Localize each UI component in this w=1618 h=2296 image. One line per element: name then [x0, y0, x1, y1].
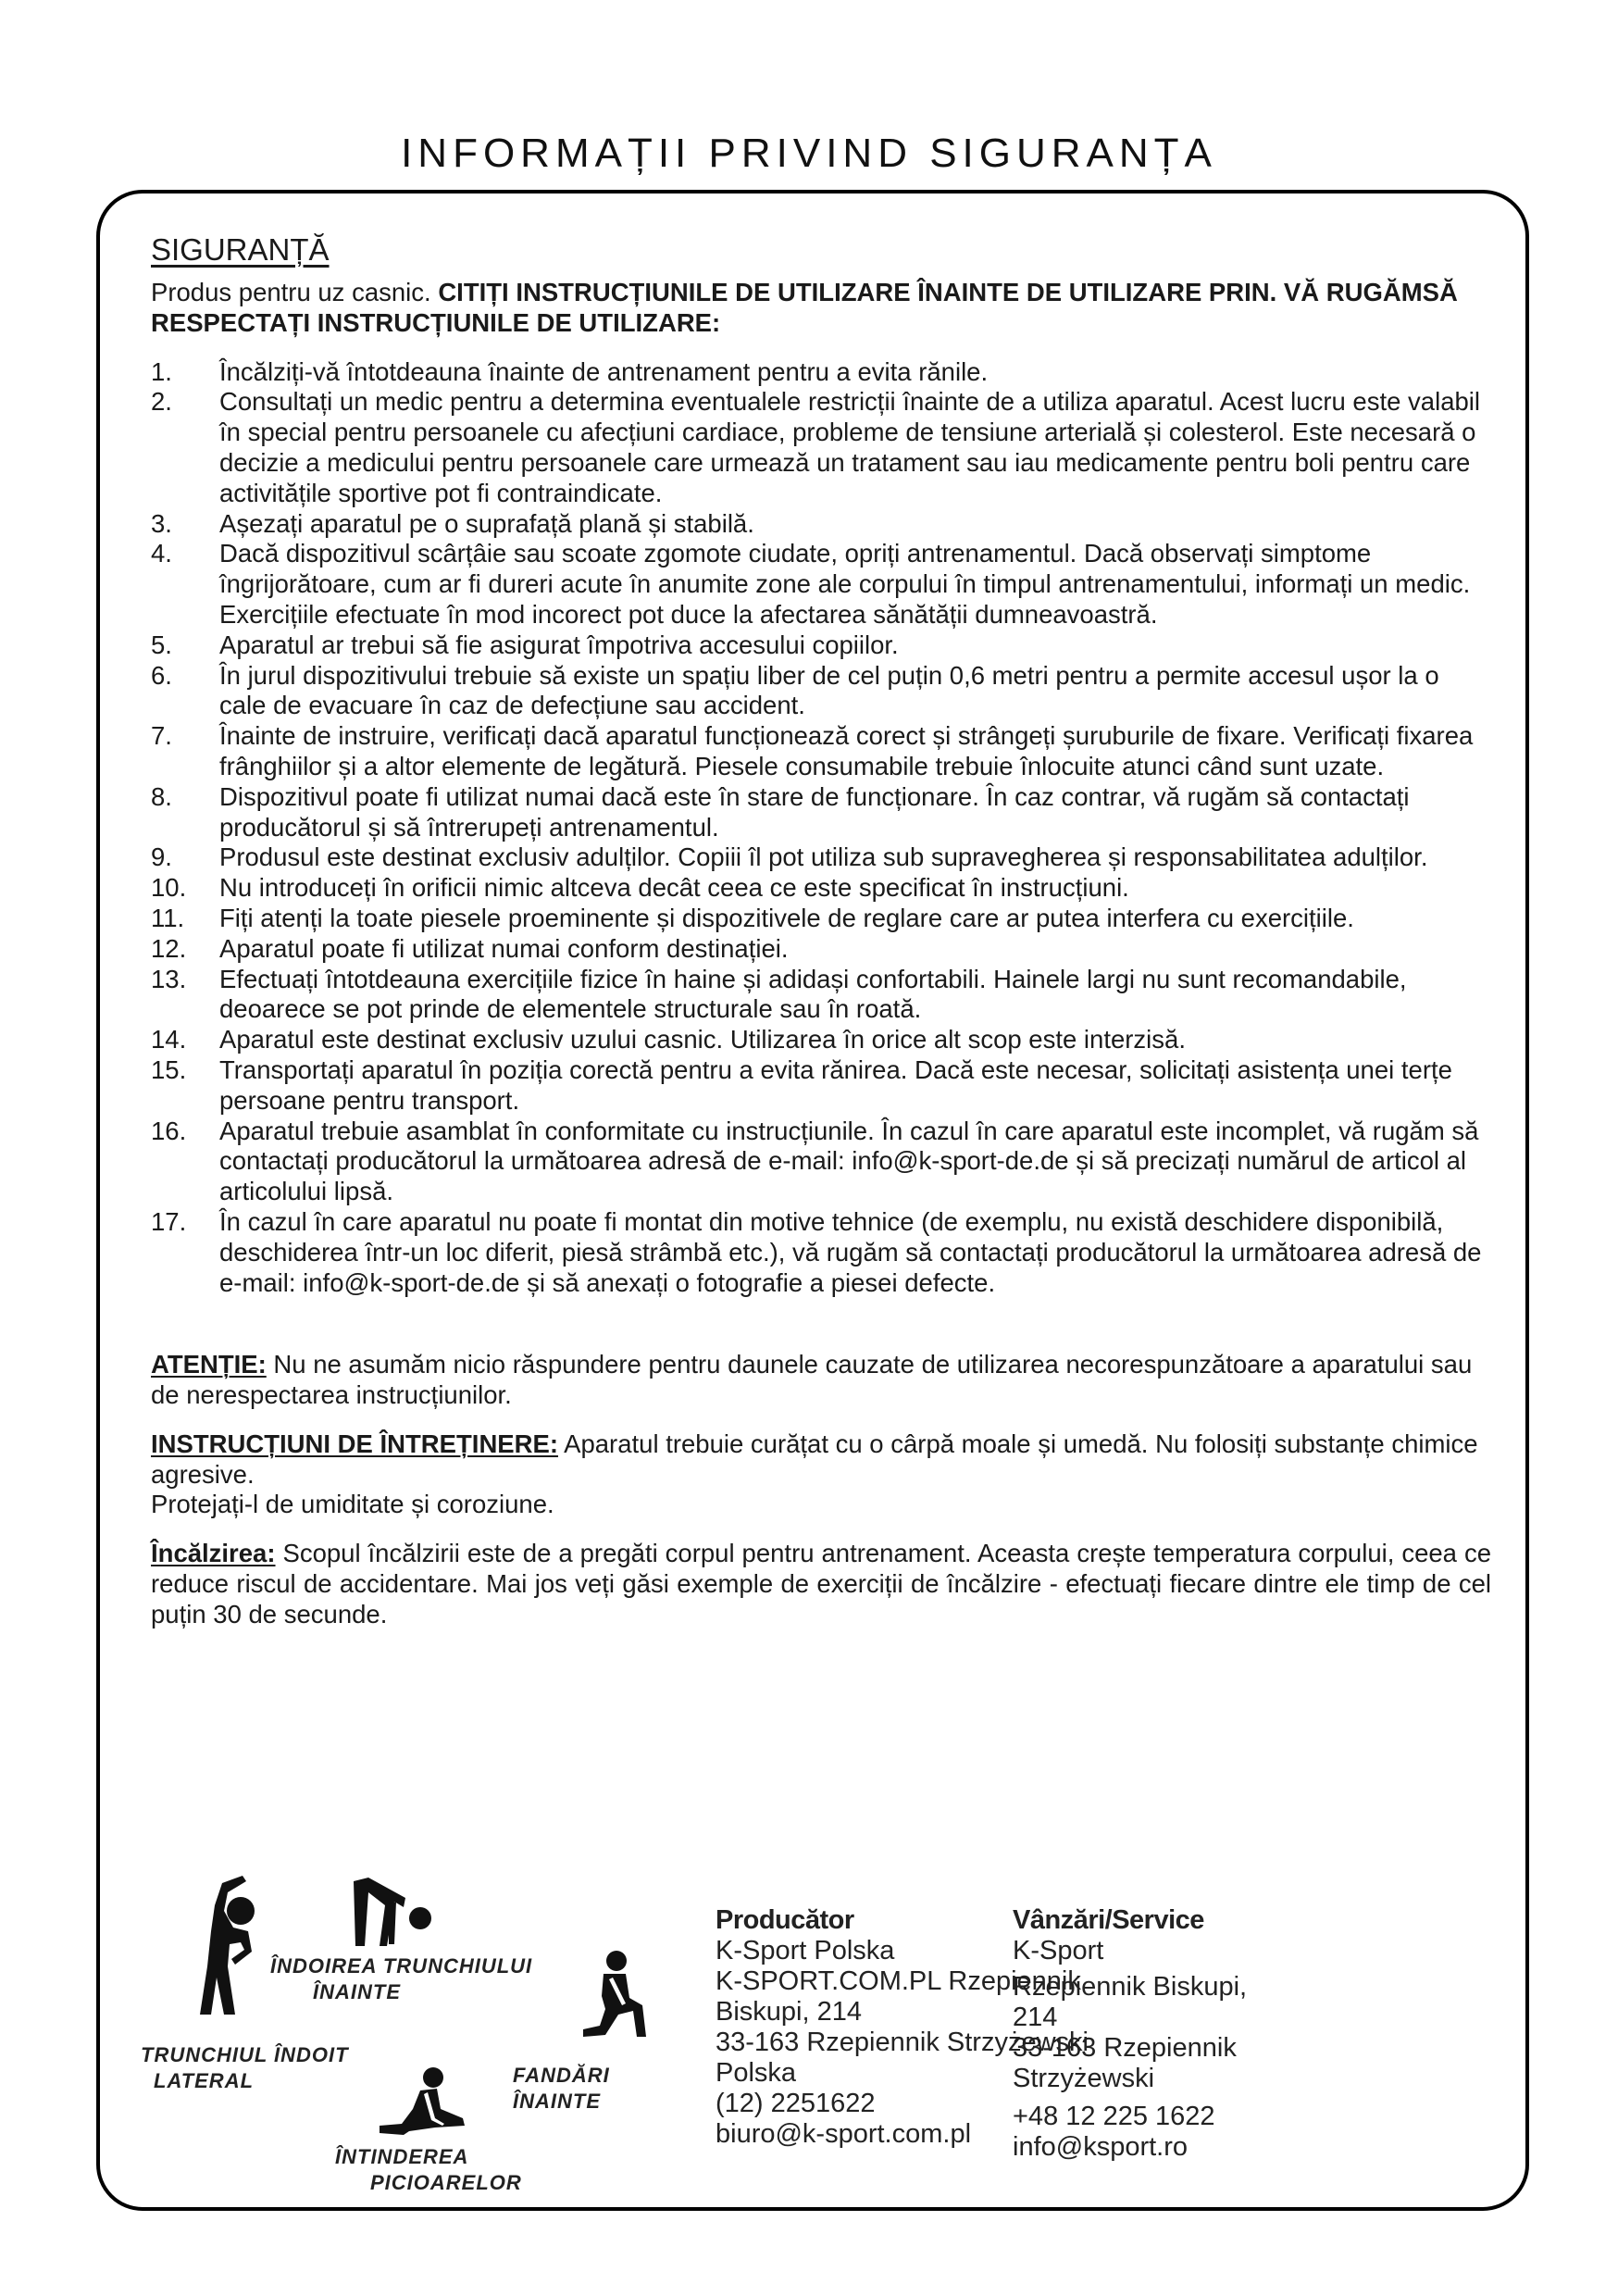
sales-service-contact: [1013, 1905, 1247, 2163]
sales-service-address: Strzyżewski: [1013, 2064, 1155, 2093]
page-title: INFORMAȚII PRIVIND SIGURANȚA: [401, 131, 1217, 177]
rule-item: [151, 509, 1491, 540]
producer-email[interactable]: biuro@k-sport.com.pl: [716, 2119, 972, 2149]
rule-number: 14.: [151, 1025, 187, 1054]
sales-service-title: Vânzări/Service: [1013, 1905, 1204, 1935]
rule-number: 17.: [151, 1206, 187, 1236]
producer-phone: (12) 2251622: [716, 2089, 876, 2118]
warmup-label: Încălzirea:: [151, 1539, 276, 1568]
maintenance-text-2: Protejați-l de umiditate și coroziune.: [151, 1490, 554, 1519]
rule-item: [151, 842, 1491, 873]
lunge-figure-icon: [578, 1950, 652, 2042]
producer-title: Producător: [716, 1905, 854, 1935]
rule-item: [151, 965, 1491, 1026]
maintenance-label: INSTRUCȚIUNI DE ÎNTREȚINERE:: [151, 1429, 558, 1458]
rule-number: 2.: [151, 387, 172, 417]
rule-text: Fiți atenți la toate piesele proeminente și dispozitivele de reglare care ar putea interfera cu exercițiile.: [219, 903, 1354, 932]
exercise-label-forward-bend: ÎNDOIREA TRUNCHIULUI ÎNAINTE: [270, 1954, 533, 2003]
warmup-note: [151, 1539, 1491, 1629]
rule-number: 12.: [151, 933, 187, 963]
rule-text: Produsul este destinat exclusiv adulților. Copiii îl pot utiliza sub supravegherea și responsabilitatea adulților.: [219, 842, 1428, 872]
rule-text: Transportați aparatul în poziția corectă pentru a evita rănirea. Dacă este necesar, solicitați asistența unei terțe persoane pentru transport.: [219, 1054, 1452, 1115]
exercise-label-lunge: FANDĂRI ÎNAINTE: [513, 2064, 610, 2113]
producer-line: K-SPORT.COM.PL Rzepiennik: [716, 1966, 1081, 1996]
rule-item: [151, 539, 1491, 630]
sales-service-address: 33-163 Rzepiennik: [1013, 2033, 1237, 2063]
rule-number: 6.: [151, 660, 172, 690]
rule-item: [151, 630, 1491, 661]
rule-item: [151, 721, 1491, 782]
sales-service-phone: +48 12 225 1622: [1013, 2102, 1215, 2131]
intro-plain-text: Produs pentru uz casnic.: [151, 278, 439, 306]
rule-item: [151, 1207, 1491, 1298]
rule-number: 11.: [151, 903, 185, 932]
rule-number: 16.: [151, 1116, 187, 1145]
rule-text: Dispozitivul poate fi utilizat numai dacă este în stare de funcționare. În caz contrar, vă rugăm să contactați producătorul și să întrerupeți antrenamentul.: [219, 781, 1410, 842]
sales-service-address: Rzepiennik Biskupi,: [1013, 1972, 1248, 2002]
rule-number: 10.: [151, 873, 187, 903]
safety-content: [151, 231, 1491, 1630]
rule-text: Aparatul este destinat exclusiv uzului casnic. Utilizarea în orice alt scop este interzisă.: [219, 1025, 1186, 1054]
rule-text: Înainte de instruire, verificați dacă aparatul funcționează corect și strângeți șuruburile de fixare. Verificați fixarea frânghiilor și a altor elemente de legătură. Piesele consumabile trebuie înlocuite atunci când sunt uzate.: [219, 721, 1474, 780]
rule-number: 7.: [151, 721, 172, 751]
rule-text: Încălziți-vă întotdeauna înainte de antrenament pentru a evita rănile.: [219, 356, 989, 386]
rule-number: 8.: [151, 781, 172, 811]
rule-text: Aparatul trebuie asamblat în conformitate cu instrucțiunile. În cazul în care aparatul este incomplet, vă rugăm să contactați producătorul la următoarea adresă de e-mail: info@k-sport-de.de și să precizați numărul de articol al articolului lipsă.: [219, 1116, 1479, 1206]
attention-text: Nu ne asumăm nicio răspundere pentru daunele cauzate de utilizarea necorespunzătoare a aparatului sau de nerespectarea instrucțiunilor.: [151, 1350, 1473, 1410]
rule-text: Consultați un medic pentru a determina eventualele restricții înainte de a utiliza aparatul. Acest lucru este valabil în special pentru persoanele cu afecțiuni cardiace, probleme de tensiune arterială și colesterol. Este necesară o decizie a medicului pentru persoanele care urmează un tratament sau iau medicamente pentru boli pentru care activitățile sportive pot fi contraindicate.: [219, 387, 1481, 507]
rule-text: Așezați aparatul pe o suprafață plană și stabilă.: [219, 508, 754, 538]
producer-line: K-Sport Polska: [716, 1936, 895, 1965]
safety-intro: [151, 278, 1491, 339]
producer-line: Polska: [716, 2058, 797, 2088]
rule-text: În cazul în care aparatul nu poate fi montat din motive tehnice (de exemplu, nu există deschidere disponibilă, deschiderea într-un loc diferit, piesă strâmbă etc.), vă rugăm să contactați producătorul la următoarea adresă de e-mail: info@k-sport-de.de și să anexați o fotografie a piesei defecte.: [219, 1206, 1482, 1297]
rule-text: În jurul dispozitivului trebuie să existe un spațiu liber de cel puțin 0,6 metri pentru a permite accesul ușor la o cale de evacuare în caz de defecțiune sau accident.: [219, 660, 1439, 720]
sales-service-name: K-Sport: [1013, 1936, 1104, 1965]
rule-item: [151, 1117, 1491, 1207]
rule-item: [151, 387, 1491, 508]
safety-rules-list: [151, 357, 1491, 1299]
rule-text: Dacă dispozitivul scârțâie sau scoate zgomote ciudate, opriți antrenamentul. Dacă observați simptome îngrijorătoare, cum ar fi dureri acute în anumite zone ale corpului în timpul antrenamentului, informați un medic. Exercițiile efectuate în mod incorect pot duce la afectarea sănătății dumneavoastră.: [219, 539, 1471, 629]
attention-label: ATENȚIE:: [151, 1350, 267, 1379]
rule-item: [151, 904, 1491, 934]
rule-number: 15.: [151, 1054, 187, 1084]
rule-item: [151, 1055, 1491, 1117]
warmup-text: Scopul încălzirii este de a pregăti corpul pentru antrenament. Aceasta crește temperatura corpului, ceea ce reduce riscul de accidentare. Mai jos veți găsi exemple de exerciții de încălzire - efectuați fiecare dintre ele timp de cel puțin 30 de secunde.: [151, 1539, 1491, 1628]
rule-number: 3.: [151, 508, 172, 538]
warmup-exercises: [130, 1861, 666, 2203]
exercise-label-side-bend: TRUNCHIUL ÎNDOIT LATERAL: [141, 2043, 349, 2092]
rule-item: [151, 1025, 1491, 1055]
rule-text: Aparatul ar trebui să fie asigurat împotriva accesului copiilor.: [219, 630, 899, 659]
rule-item: [151, 782, 1491, 843]
producer-line: Biskupi, 214: [716, 1997, 862, 2027]
exercise-label-leg-stretch: ÎNTINDEREA PICIOARELOR: [335, 2145, 522, 2194]
maintenance-text: Aparatul trebuie curățat cu o cârpă moale și umedă. Nu folosiți substanțe chimice agresive.: [151, 1429, 1478, 1489]
producer-line: 33-163 Rzepiennik Strzyżewski: [716, 2028, 1089, 2057]
rule-item: [151, 661, 1491, 722]
rule-number: 1.: [151, 356, 172, 386]
leg-stretch-figure-icon: [378, 2066, 470, 2140]
rule-text: Aparatul poate fi utilizat numai conform destinației.: [219, 933, 789, 963]
maintenance-note: [151, 1429, 1491, 1520]
attention-note: [151, 1350, 1491, 1411]
section-heading-safety: SIGURANȚĂ: [151, 232, 330, 267]
rule-item: [151, 934, 1491, 965]
intro-bold-warning: CITIȚI INSTRUCȚIUNILE DE UTILIZARE ÎNAINTE DE UTILIZARE PRIN. VĂ RUGĂMSĂ RESPECTAȚI INSTRUCȚIUNILE DE UTILIZARE:: [151, 278, 1458, 337]
rule-number: 9.: [151, 842, 172, 872]
rule-number: 5.: [151, 630, 172, 659]
rule-item: [151, 357, 1491, 388]
rule-item: [151, 873, 1491, 904]
rule-number: 13.: [151, 964, 187, 993]
rule-text: Nu introduceți în orificii nimic altceva decât ceea ce este specificat în instrucțiuni.: [219, 873, 1129, 903]
rule-number: 4.: [151, 539, 172, 568]
rule-text: Efectuați întotdeauna exercițiile fizice în haine și adidași confortabili. Hainele largi nu sunt recomandabile, deoarece se pot prinde de elementele structurale sau în roată.: [219, 964, 1407, 1024]
forward-bend-figure-icon: [352, 1878, 435, 1952]
sales-service-address: 214: [1013, 2003, 1058, 2032]
sales-service-email[interactable]: info@ksport.ro: [1013, 2132, 1189, 2162]
